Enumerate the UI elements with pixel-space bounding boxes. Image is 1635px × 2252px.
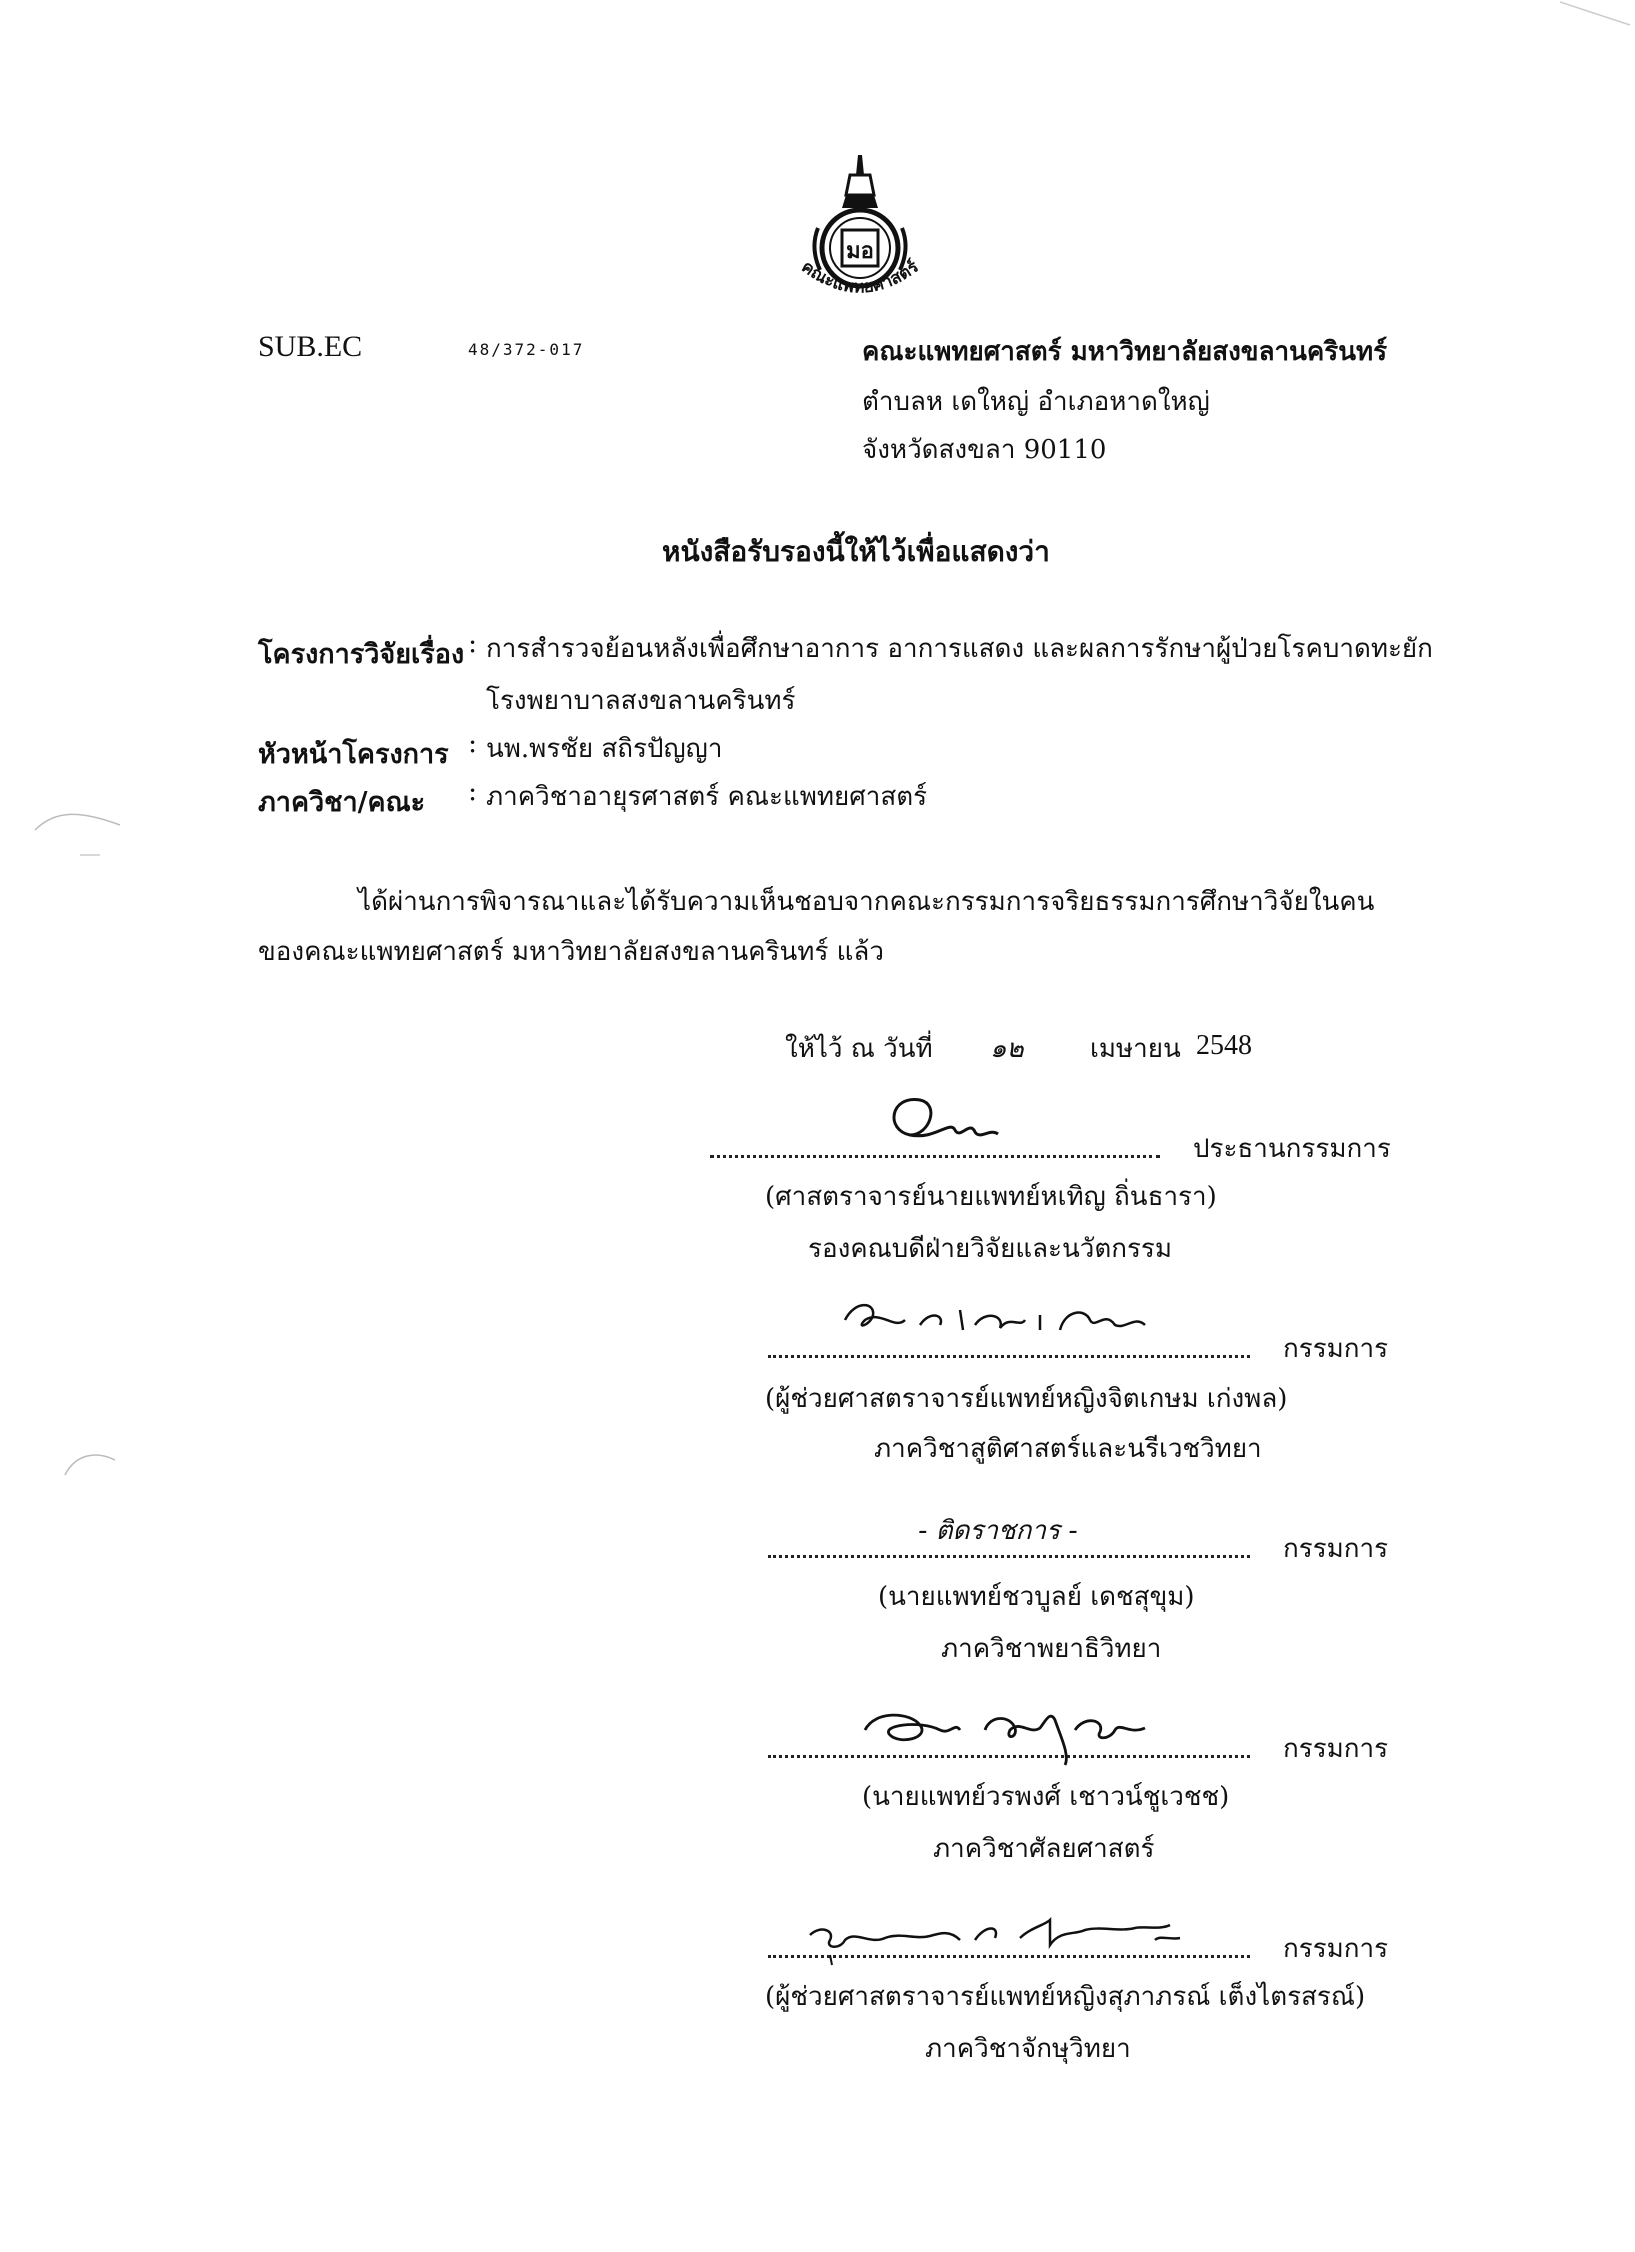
signature-line xyxy=(710,1155,1160,1158)
date-prefix: ให้ไว้ ณ วันที่ xyxy=(785,1034,933,1064)
colon: : xyxy=(468,628,478,659)
signatory-position: ภาควิชาศัลยศาสตร์ xyxy=(933,1834,1155,1864)
address-line-faculty: คณะแพทยศาสตร์ มหาวิทยาลัยสงขลานครินทร์ xyxy=(862,337,1388,367)
signature-icon xyxy=(860,1700,1170,1774)
project-title-label: โครงการวิจัยเรื่อง xyxy=(258,639,465,670)
project-title-value-line2: โรงพยาบาลสงขลานครินทร์ xyxy=(486,686,796,716)
reference-code: SUB.EC xyxy=(258,330,363,363)
signatory-position: ภาควิชาสูติศาสตร์และนรีเวชวิทยา xyxy=(874,1434,1262,1464)
svg-text:คณะแพทยศาสตร์: คณะแพทยศาสตร์ xyxy=(797,256,923,298)
signatory-role: กรรมการ xyxy=(1283,1334,1389,1364)
handwritten-note: - ติดราชการ - xyxy=(918,1516,1078,1546)
certificate-title: หนังสือรับรองนี้ให้ไว้เพื่อแสดงว่า xyxy=(662,535,1050,568)
signatory-name: (ผู้ช่วยศาสตราจารย์แพทย์หญิงสุภาภรณ์ เต็งไตรสรณ์) xyxy=(765,1982,1366,2012)
signatory-name: (นายแพทย์ชวบูลย์ เดชสุขุม) xyxy=(878,1582,1195,1612)
signatory-position: รองคณบดีฝ่ายวิจัยและนวัตกรรม xyxy=(808,1234,1173,1264)
crest-caption xyxy=(760,240,960,330)
project-dept-label: ภาควิชา/คณะ xyxy=(258,787,426,818)
body-line-1: ได้ผ่านการพิจารณาและได้รับความเห็นชอบจากคณะกรรมการจริยธรรมการศึกษาวิจัยในคน xyxy=(358,887,1375,917)
project-head-label: หัวหน้าโครงการ xyxy=(258,739,449,770)
date-day-handwritten: ๑๒ xyxy=(990,1034,1024,1064)
signatory-name: (ผู้ช่วยศาสตราจารย์แพทย์หญิงจิตเกษม เก่งพล) xyxy=(765,1384,1288,1414)
colon: : xyxy=(468,776,478,807)
signatory-position: ภาควิชาพยาธิวิทยา xyxy=(941,1634,1162,1664)
colon: : xyxy=(468,728,478,759)
svg-text:มอ: มอ xyxy=(846,239,874,264)
signatory-name: (นายแพทย์วรพงศ์ เชาวน์ชูเวชช) xyxy=(862,1782,1230,1812)
signatory-role: กรรมการ xyxy=(1283,1934,1389,1964)
signatory-role: กรรมการ xyxy=(1283,1534,1389,1564)
signatory-position: ภาควิชาจักษุวิทยา xyxy=(925,2034,1131,2064)
project-head-value: นพ.พรชัย สถิรปัญญา xyxy=(486,734,723,764)
signature-icon xyxy=(835,1290,1175,1354)
signature-icon xyxy=(880,1090,1020,1164)
address-line-subdistrict: ตำบลห เดใหญ่ อำเภอหาดใหญ่ xyxy=(862,387,1210,417)
signature-icon xyxy=(800,1900,1220,1974)
signature-line xyxy=(768,1355,1250,1358)
signature-line xyxy=(768,1755,1250,1758)
project-dept-value: ภาควิชาอายุรศาสตร์ คณะแพทยศาสตร์ xyxy=(486,782,928,812)
date-year: 2548 xyxy=(1196,1030,1252,1061)
signatory-name: (ศาสตราจารย์นายแพทย์หเทิญ ถิ่นธารา) xyxy=(765,1182,1217,1212)
signature-line xyxy=(768,1955,1250,1958)
date-month: เมษายน xyxy=(1090,1034,1181,1064)
signatory-role: ประธานกรรมการ xyxy=(1193,1134,1391,1164)
scan-artifact xyxy=(60,1440,130,1480)
scan-artifact xyxy=(1560,0,1635,30)
body-line-2: ของคณะแพทยศาสตร์ มหาวิทยาลัยสงขลานครินทร์ แล้ว xyxy=(258,937,884,967)
reference-number: 48/372-017 xyxy=(468,340,585,359)
address-line-province: จังหวัดสงขลา 90110 xyxy=(862,435,1107,465)
signatory-role: กรรมการ xyxy=(1283,1734,1389,1764)
project-title-value-line1: การสำรวจย้อนหลังเพื่อศึกษาอาการ อาการแสดง และผลการรักษาผู้ป่วยโรคบาดทะยัก xyxy=(486,634,1433,664)
signature-line xyxy=(768,1555,1250,1558)
scan-artifact xyxy=(30,800,130,860)
university-crest-logo xyxy=(790,150,930,310)
